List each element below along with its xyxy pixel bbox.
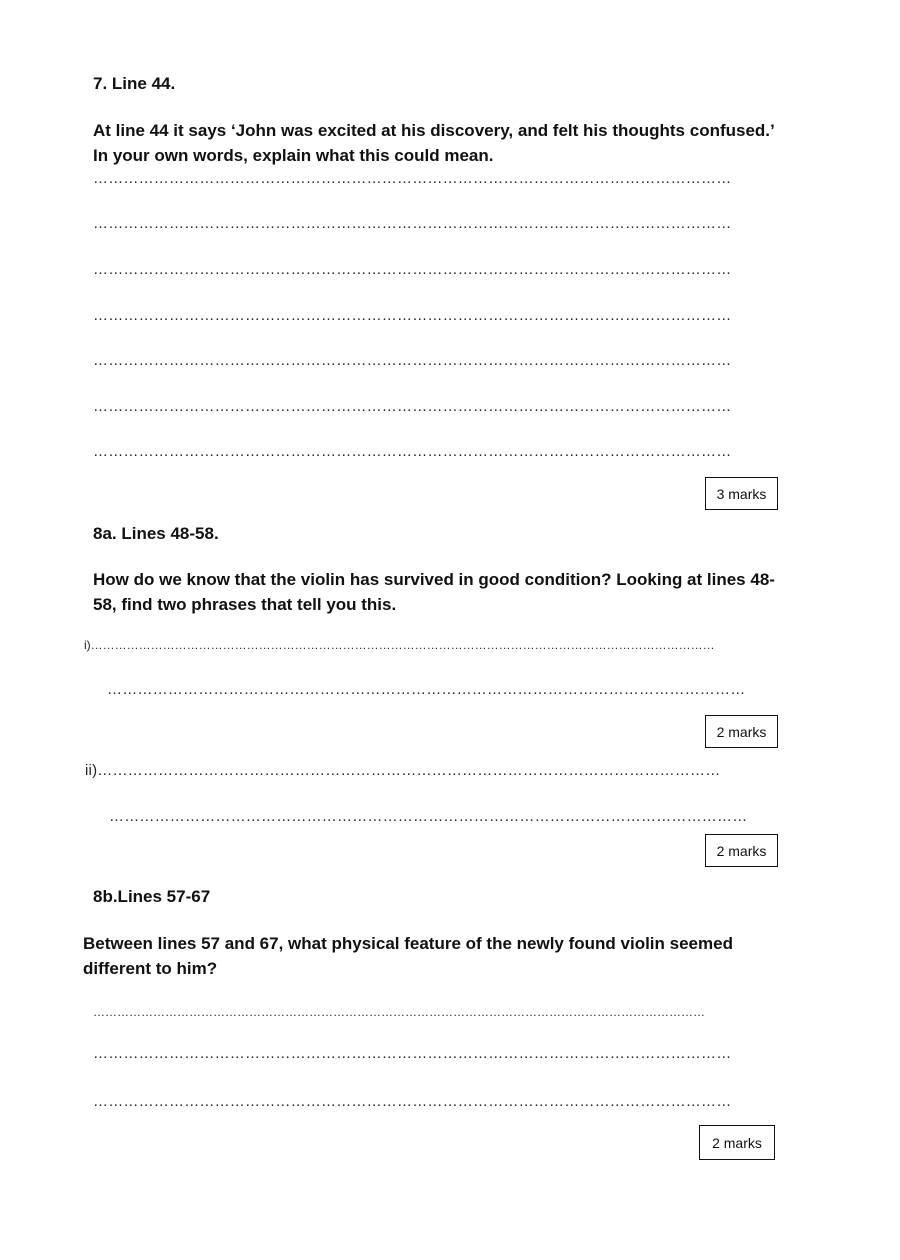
answer-line-part-ii[interactable]: ii)…………………………………………………………………………………………………………… (85, 762, 721, 779)
question-8b-text-line-1: Between lines 57 and 67, what physical feature of the newly found violin seemed (83, 934, 733, 953)
answer-line[interactable]: ……………………………………………………………………………………………………………… (107, 681, 746, 698)
answer-line[interactable]: ……………………………………………………………………………………………………………………………………… (93, 1005, 705, 1019)
answer-line[interactable]: ……………………………………………………………………………………………………………… (93, 398, 732, 415)
answer-line-part-i[interactable]: i)………………………………………………………………………………………………………………………………………… (84, 638, 715, 652)
question-8b-text-line-2: different to him? (83, 959, 218, 978)
question-7-text-line-1: At line 44 it says ‘John was excited at his discovery, and felt his thoughts confused.’ (93, 121, 775, 140)
question-8a-text-line-1: How do we know that the violin has survived in good condition? Looking at lines 48- (93, 570, 775, 589)
answer-line[interactable]: ……………………………………………………………………………………………………………… (109, 808, 748, 825)
answer-line[interactable]: ……………………………………………………………………………………………………………… (93, 215, 732, 232)
question-8b-heading: 8b.Lines 57-67 (93, 887, 211, 906)
answer-line[interactable]: ……………………………………………………………………………………………………………… (93, 352, 732, 369)
answer-line[interactable]: ……………………………………………………………………………………………………………… (93, 1045, 732, 1062)
question-7-heading: 7. Line 44. (93, 74, 176, 93)
answer-line[interactable]: ……………………………………………………………………………………………………………… (93, 261, 732, 278)
question-8a-heading: 8a. Lines 48-58. (93, 524, 219, 543)
answer-line[interactable]: ……………………………………………………………………………………………………………… (93, 307, 732, 324)
answer-line[interactable]: ……………………………………………………………………………………………………………… (93, 443, 732, 460)
marks-box: 3 marks (705, 477, 778, 510)
marks-box: 2 marks (705, 834, 778, 867)
answer-line[interactable]: ……………………………………………………………………………………………………………… (93, 1093, 732, 1110)
question-7-text-line-2: In your own words, explain what this could mean. (93, 146, 494, 165)
question-8a-text-line-2: 58, find two phrases that tell you this. (93, 595, 397, 614)
marks-box: 2 marks (705, 715, 778, 748)
marks-box: 2 marks (699, 1125, 775, 1160)
answer-line[interactable]: ……………………………………………………………………………………………………………… (93, 170, 732, 187)
